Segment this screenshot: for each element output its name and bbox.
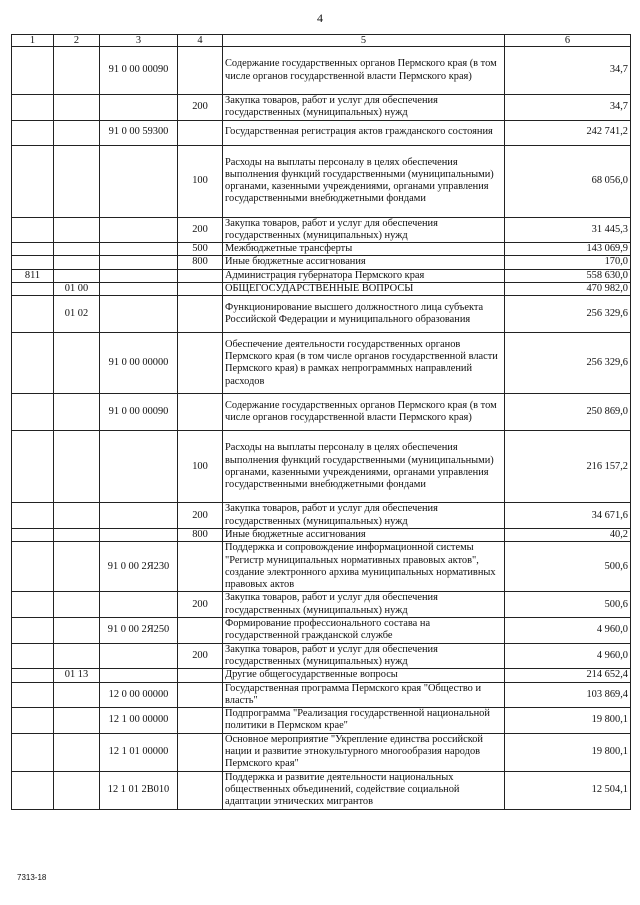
target-article-cell — [100, 503, 178, 529]
column-2-cell — [54, 643, 100, 669]
target-article-cell: 12 1 01 00000 — [100, 733, 178, 771]
expense-type-cell — [178, 120, 223, 145]
table-row — [12, 95, 631, 121]
description-cell: Расходы на выплаты персоналу в целях обеспечения выполнения функций государственными (муниципальными) органами, казенными учреждениями, органами управления государственными внебюджетными фондами — [223, 431, 505, 503]
column-2-cell — [54, 431, 100, 503]
column-1-cell — [12, 618, 54, 644]
column-2-cell — [54, 333, 100, 394]
description-cell: Закупка товаров, работ и услуг для обеспечения государственных (муниципальных) нужд — [223, 95, 505, 121]
column-1-cell — [12, 256, 54, 269]
column-2-cell — [54, 528, 100, 541]
column-1-cell — [12, 643, 54, 669]
expense-type-cell — [178, 283, 223, 296]
column-2-cell: 01 00 — [54, 283, 100, 296]
description-cell: Закупка товаров, работ и услуг для обеспечения государственных (муниципальных) нужд — [223, 643, 505, 669]
description-cell: Закупка товаров, работ и услуг для обеспечения государственных (муниципальных) нужд — [223, 217, 505, 243]
amount-cell: 103 869,4 — [505, 682, 631, 708]
description-cell: Государственная программа Пермского края "Общество и власть" — [223, 682, 505, 708]
amount-cell: 214 652,4 — [505, 669, 631, 682]
target-article-cell — [100, 669, 178, 682]
description-cell: ОБЩЕГОСУДАРСТВЕННЫЕ ВОПРОСЫ — [223, 283, 505, 296]
column-2-cell — [54, 269, 100, 282]
table-row — [12, 771, 631, 809]
description-cell: Другие общегосударственные вопросы — [223, 669, 505, 682]
table-row — [12, 283, 631, 296]
expense-type-cell — [178, 708, 223, 734]
expense-type-cell: 800 — [178, 256, 223, 269]
header-col-2: 2 — [54, 35, 100, 47]
column-2-cell — [54, 733, 100, 771]
amount-cell: 256 329,6 — [505, 333, 631, 394]
amount-cell: 143 069,9 — [505, 243, 631, 256]
column-1-cell — [12, 95, 54, 121]
table-row — [12, 682, 631, 708]
expense-type-cell: 100 — [178, 431, 223, 503]
expense-type-cell: 200 — [178, 592, 223, 618]
expense-type-cell: 100 — [178, 145, 223, 217]
page-number: 4 — [317, 11, 323, 25]
table-row — [12, 431, 631, 503]
header-col-6: 6 — [505, 35, 631, 47]
amount-cell: 31 445,3 — [505, 217, 631, 243]
target-article-cell — [100, 95, 178, 121]
expense-type-cell — [178, 269, 223, 282]
column-1-cell: 811 — [12, 269, 54, 282]
target-article-cell: 91 0 00 00090 — [100, 394, 178, 431]
amount-cell: 34 671,6 — [505, 503, 631, 529]
expense-type-cell: 200 — [178, 217, 223, 243]
table-row — [12, 643, 631, 669]
table-row — [12, 243, 631, 256]
column-2-cell — [54, 503, 100, 529]
amount-cell: 250 869,0 — [505, 394, 631, 431]
expense-type-cell — [178, 618, 223, 644]
header-col-1: 1 — [12, 35, 54, 47]
column-1-cell — [12, 145, 54, 217]
target-article-cell: 91 0 00 00090 — [100, 47, 178, 95]
amount-cell: 256 329,6 — [505, 296, 631, 333]
column-2-cell — [54, 243, 100, 256]
description-cell: Иные бюджетные ассигнования — [223, 528, 505, 541]
target-article-cell — [100, 256, 178, 269]
table-row — [12, 269, 631, 282]
target-article-cell — [100, 643, 178, 669]
table-row — [12, 733, 631, 771]
description-cell: Администрация губернатора Пермского края — [223, 269, 505, 282]
description-cell: Государственная регистрация актов гражданского состояния — [223, 120, 505, 145]
expense-type-cell: 200 — [178, 95, 223, 121]
description-cell: Основное мероприятие "Укрепление единства российской нации и развитие этнокультурного многообразия народов Пермского края" — [223, 733, 505, 771]
amount-cell: 558 630,0 — [505, 269, 631, 282]
table-row — [12, 592, 631, 618]
target-article-cell — [100, 296, 178, 333]
column-1-cell — [12, 394, 54, 431]
column-1-cell — [12, 120, 54, 145]
column-2-cell — [54, 256, 100, 269]
table-row — [12, 528, 631, 541]
table-row — [12, 503, 631, 529]
amount-cell: 19 800,1 — [505, 708, 631, 734]
column-2-cell — [54, 394, 100, 431]
column-1-cell — [12, 47, 54, 95]
column-2-cell — [54, 771, 100, 809]
table-row — [12, 618, 631, 644]
description-cell: Закупка товаров, работ и услуг для обеспечения государственных (муниципальных) нужд — [223, 592, 505, 618]
table-row — [12, 669, 631, 682]
header-col-3: 3 — [100, 35, 178, 47]
table-row — [12, 256, 631, 269]
description-cell: Расходы на выплаты персоналу в целях обеспечения выполнения функций государственными (муниципальными) органами, казенными учреждениями, органами управления государственными внебюджетными фондами — [223, 145, 505, 217]
target-article-cell: 91 0 00 2Я250 — [100, 618, 178, 644]
target-article-cell — [100, 145, 178, 217]
expense-type-cell — [178, 333, 223, 394]
expense-type-cell: 800 — [178, 528, 223, 541]
expense-type-cell — [178, 47, 223, 95]
column-1-cell — [12, 431, 54, 503]
amount-cell: 242 741,2 — [505, 120, 631, 145]
amount-cell: 170,0 — [505, 256, 631, 269]
target-article-cell — [100, 217, 178, 243]
amount-cell: 34,7 — [505, 47, 631, 95]
expense-type-cell — [178, 669, 223, 682]
column-1-cell — [12, 283, 54, 296]
budget-table — [11, 34, 631, 810]
description-cell: Функционирование высшего должностного лица субъекта Российской Федерации и муниципального образования — [223, 296, 505, 333]
column-1-cell — [12, 542, 54, 592]
amount-cell: 4 960,0 — [505, 618, 631, 644]
target-article-cell: 12 1 01 2В010 — [100, 771, 178, 809]
column-2-cell — [54, 47, 100, 95]
description-cell: Формирование профессионального состава на государственной гражданской службе — [223, 618, 505, 644]
column-1-cell — [12, 682, 54, 708]
expense-type-cell — [178, 733, 223, 771]
description-cell: Обеспечение деятельности государственных органов Пермского края (в том числе органов государственной власти Пермского края) в рамках непрограммных направлений расходов — [223, 333, 505, 394]
expense-type-cell: 200 — [178, 643, 223, 669]
target-article-cell — [100, 431, 178, 503]
column-1-cell — [12, 296, 54, 333]
expense-type-cell — [178, 394, 223, 431]
column-1-cell — [12, 771, 54, 809]
column-1-cell — [12, 503, 54, 529]
target-article-cell — [100, 592, 178, 618]
table-row — [12, 47, 631, 95]
column-2-cell — [54, 217, 100, 243]
amount-cell: 40,2 — [505, 528, 631, 541]
amount-cell: 12 504,1 — [505, 771, 631, 809]
description-cell: Подпрограмма "Реализация государственной национальной политики в Пермском крае" — [223, 708, 505, 734]
column-1-cell — [12, 708, 54, 734]
target-article-cell — [100, 283, 178, 296]
amount-cell: 68 056,0 — [505, 145, 631, 217]
header-col-4: 4 — [178, 35, 223, 47]
table-row — [12, 542, 631, 592]
table-row — [12, 120, 631, 145]
document-code: 7313-18 — [17, 873, 47, 882]
table-row — [12, 217, 631, 243]
amount-cell: 500,6 — [505, 592, 631, 618]
column-2-cell — [54, 120, 100, 145]
column-2-cell — [54, 682, 100, 708]
amount-cell: 4 960,0 — [505, 643, 631, 669]
column-1-cell — [12, 592, 54, 618]
target-article-cell: 12 1 00 00000 — [100, 708, 178, 734]
target-article-cell: 91 0 00 2Я230 — [100, 542, 178, 592]
column-2-cell: 01 02 — [54, 296, 100, 333]
target-article-cell: 91 0 00 00000 — [100, 333, 178, 394]
target-article-cell — [100, 528, 178, 541]
description-cell: Поддержка и сопровождение информационной системы "Регистр муниципальных нормативных правовых актов", создание электронного архива муниципальных нормативных правовых актов — [223, 542, 505, 592]
expense-type-cell: 500 — [178, 243, 223, 256]
description-cell: Закупка товаров, работ и услуг для обеспечения государственных (муниципальных) нужд — [223, 503, 505, 529]
description-cell: Содержание государственных органов Пермского края (в том числе органов государственной власти Пермского края) — [223, 394, 505, 431]
expense-type-cell — [178, 771, 223, 809]
column-2-cell — [54, 542, 100, 592]
target-article-cell — [100, 269, 178, 282]
column-1-cell — [12, 528, 54, 541]
table-row — [12, 708, 631, 734]
description-cell: Межбюджетные трансферты — [223, 243, 505, 256]
table-header-row — [12, 35, 631, 47]
table-row — [12, 145, 631, 217]
expense-type-cell — [178, 296, 223, 333]
column-2-cell: 01 13 — [54, 669, 100, 682]
description-cell: Поддержка и развитие деятельности национальных общественных объединений, содействие социальной адаптации этнических мигрантов — [223, 771, 505, 809]
column-1-cell — [12, 733, 54, 771]
header-col-5: 5 — [223, 35, 505, 47]
column-1-cell — [12, 669, 54, 682]
amount-cell: 34,7 — [505, 95, 631, 121]
column-2-cell — [54, 95, 100, 121]
amount-cell: 216 157,2 — [505, 431, 631, 503]
column-1-cell — [12, 217, 54, 243]
column-1-cell — [12, 333, 54, 394]
expense-type-cell — [178, 682, 223, 708]
target-article-cell: 91 0 00 59300 — [100, 120, 178, 145]
amount-cell: 470 982,0 — [505, 283, 631, 296]
column-2-cell — [54, 708, 100, 734]
table-row — [12, 394, 631, 431]
expense-type-cell — [178, 542, 223, 592]
column-2-cell — [54, 618, 100, 644]
expense-type-cell: 200 — [178, 503, 223, 529]
target-article-cell: 12 0 00 00000 — [100, 682, 178, 708]
description-cell: Иные бюджетные ассигнования — [223, 256, 505, 269]
table-row — [12, 333, 631, 394]
column-1-cell — [12, 243, 54, 256]
table-row — [12, 296, 631, 333]
amount-cell: 500,6 — [505, 542, 631, 592]
column-2-cell — [54, 592, 100, 618]
description-cell: Содержание государственных органов Пермского края (в том числе органов государственной власти Пермского края) — [223, 47, 505, 95]
column-2-cell — [54, 145, 100, 217]
target-article-cell — [100, 243, 178, 256]
amount-cell: 19 800,1 — [505, 733, 631, 771]
